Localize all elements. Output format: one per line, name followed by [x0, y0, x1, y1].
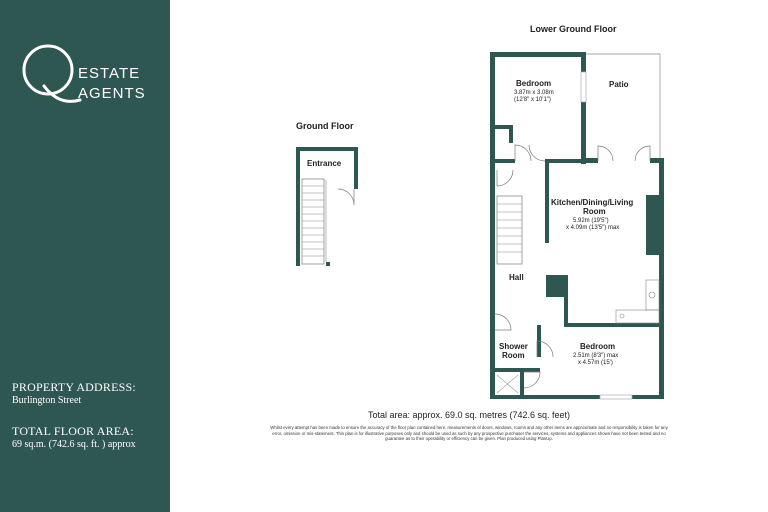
- disclaimer: Whilst every attempt has been made to ensure the accuracy of the floor plan contained here, measurements of doors, windows, rooms and any other items are approximate and no responsibility is taken for any error, omission or mis-statement. This plan is for illustrative purposes only and should be used as such by any prospective purchaser the services, systems and appliances shown have not been tested and no guarantee as to their operability or efficiency can be given. Plan produced using PlanUp.: [270, 425, 668, 442]
- room-label-bedroom1: Bedroom: [516, 79, 552, 88]
- logo-q-ring: [24, 46, 72, 94]
- room-dim-bedroom1-b: (12'8" x 10'1"): [514, 97, 551, 103]
- area-value: 69 sq.m. (742.6 sq. ft. ) approx: [12, 439, 136, 450]
- brand-logo: [14, 36, 164, 116]
- kitchen-units: [616, 280, 659, 323]
- room-dim-bedroom2-b: x 4.57m (15'): [578, 360, 613, 366]
- logo-line2: AGENTS: [78, 85, 146, 102]
- shower-tray: [497, 375, 518, 393]
- sidebar: [0, 0, 170, 512]
- room-label-hall: Hall: [509, 273, 524, 282]
- lower-floor-title: Lower Ground Floor: [530, 24, 617, 34]
- room-label-shower-1: Shower: [499, 342, 528, 351]
- address-heading: PROPERTY ADDRESS:: [12, 380, 136, 394]
- total-area: Total area: approx. 69.0 sq. metres (742.6 sq. feet): [367, 410, 571, 420]
- room-label-kitchen-1: Kitchen/Dining/Living: [551, 198, 634, 207]
- ground-floor-stairs: [302, 179, 326, 264]
- ground-floor-title: Ground Floor: [296, 121, 354, 131]
- address-value: Burlington Street: [12, 395, 82, 406]
- room-dim-kitchen-b: x 4.09m (13'5") max: [566, 225, 620, 231]
- area-heading: TOTAL FLOOR AREA:: [12, 424, 134, 438]
- room-label-entrance: Entrance: [307, 159, 342, 168]
- room-label-bedroom2: Bedroom: [580, 342, 616, 351]
- room-dim-bedroom1-a: 3.87m x 3.08m: [514, 90, 554, 96]
- entrance-door-swing: [338, 189, 354, 205]
- lower-floor-stairs: [497, 196, 522, 264]
- logo-line1: ESTATE: [78, 65, 141, 82]
- room-label-kitchen-2: Room: [583, 207, 606, 216]
- room-label-patio: Patio: [609, 80, 629, 89]
- room-dim-kitchen-a: 5.92m (19'5"): [573, 218, 609, 224]
- room-dim-bedroom2-a: 2.51m (8'3") max: [573, 353, 619, 359]
- patio-outline: [586, 54, 660, 158]
- room-label-shower-2: Room: [502, 351, 525, 360]
